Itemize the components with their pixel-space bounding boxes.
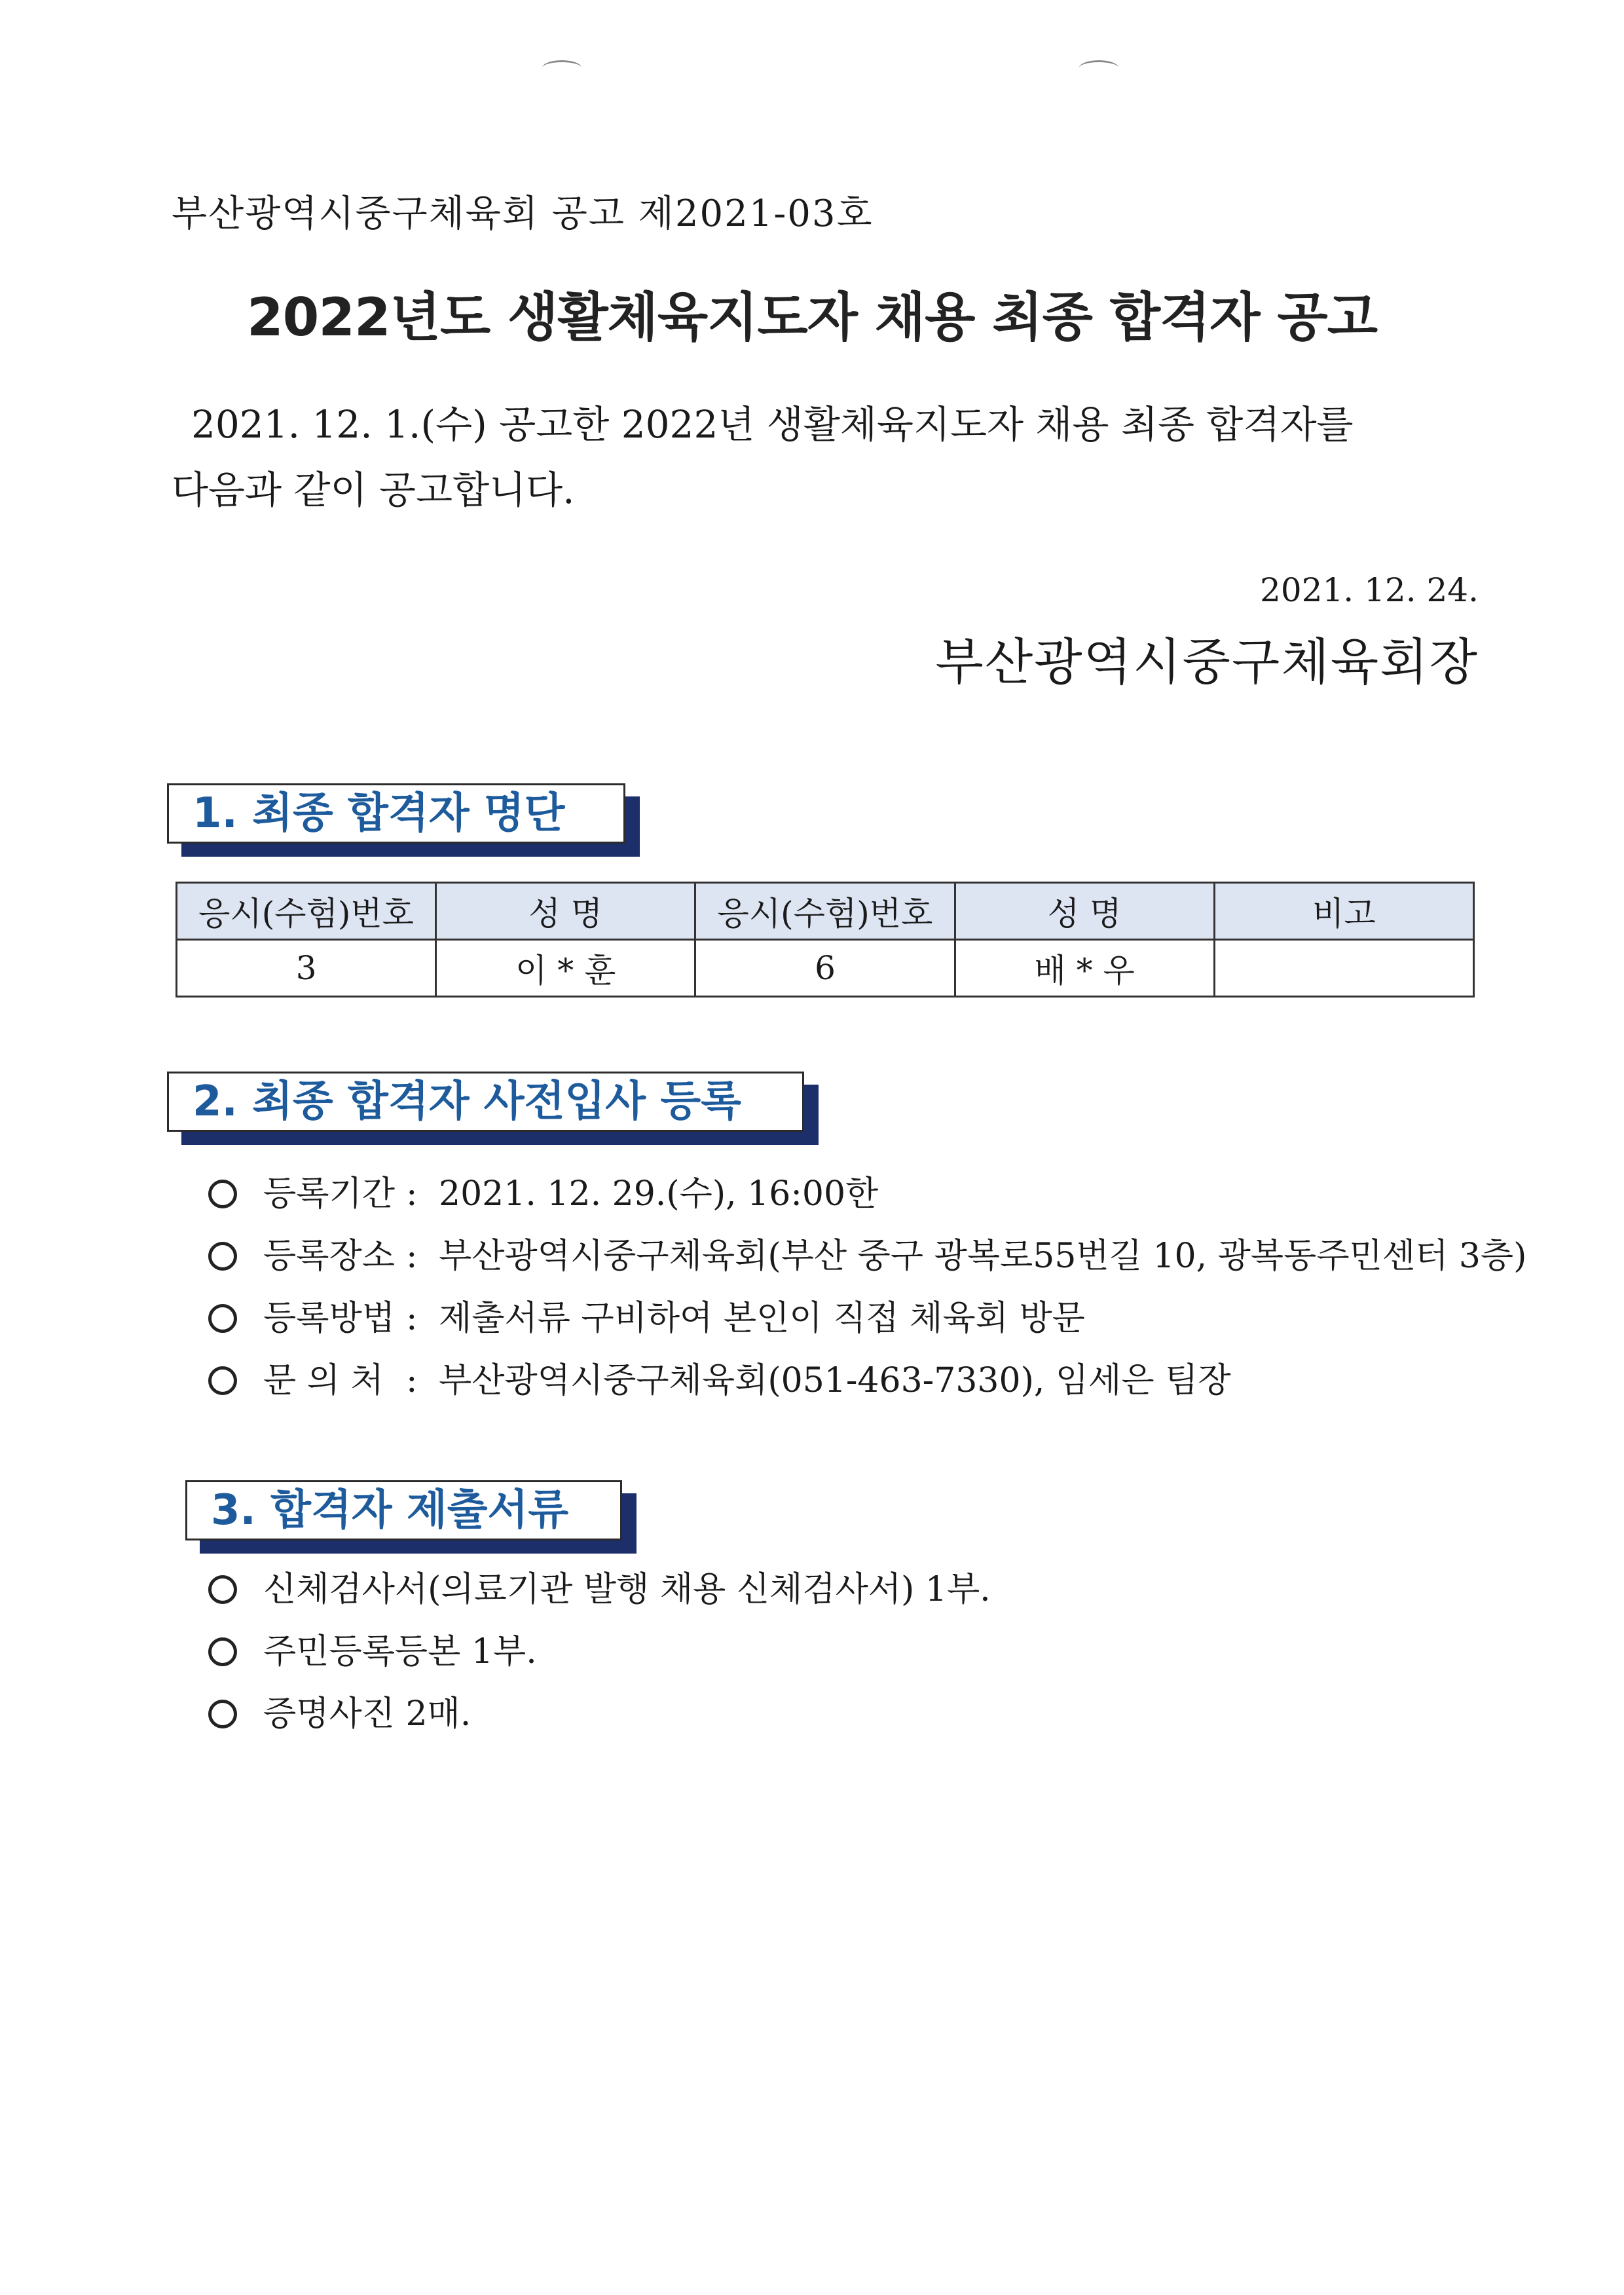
intro-line-1: 2021. 12. 1.(수) 공고한 2022년 생활체육지도자 채용 최종 합격자를 bbox=[191, 402, 1354, 447]
list-item: 등록장소 : 부산광역시중구체육회(부산 중구 광복로55번길 10, 광복동주민센터 3층) bbox=[208, 1225, 1492, 1288]
table-cell: 이 * 훈 bbox=[436, 940, 695, 997]
notice-number: 부산광역시중구체육회 공고 제2021-03호 bbox=[172, 193, 874, 235]
column-header: 성 명 bbox=[436, 883, 695, 940]
column-header: 응시(수험)번호 bbox=[177, 883, 436, 940]
table-header-row bbox=[177, 883, 1474, 940]
item-label: 등록기간 bbox=[263, 1174, 395, 1214]
table-cell bbox=[1214, 940, 1473, 997]
item-label: 등록방법 bbox=[263, 1299, 395, 1338]
table-row bbox=[177, 940, 1474, 997]
documents-list bbox=[208, 1559, 1492, 1745]
circle-bullet-icon bbox=[208, 1637, 237, 1666]
registration-list bbox=[208, 1163, 1527, 1412]
circle-bullet-icon bbox=[208, 1304, 237, 1333]
issuer-name: 부산광역시중구체육회장 bbox=[935, 633, 1479, 691]
list-item: 등록기간 : 2021. 12. 29.(수), 16:00한 bbox=[208, 1163, 1492, 1225]
item-value: 제출서류 구비하여 본인이 직접 체육회 방문 bbox=[439, 1299, 1085, 1338]
circle-bullet-icon bbox=[208, 1242, 237, 1271]
circle-bullet-icon bbox=[208, 1180, 237, 1208]
list-item bbox=[208, 1683, 1492, 1745]
list-item bbox=[208, 1621, 1492, 1683]
item-text: 신체검사서(의료기관 발행 채용 신체검사서) 1부. bbox=[263, 1570, 991, 1609]
table-cell: 6 bbox=[695, 940, 955, 997]
list-item bbox=[208, 1559, 1492, 1621]
item-label: 문 의 처 bbox=[263, 1361, 384, 1400]
item-text: 주민등록등본 1부. bbox=[263, 1632, 537, 1671]
list-item: 등록방법 : 제출서류 구비하여 본인이 직접 체육회 방문 bbox=[208, 1288, 1492, 1350]
section-3-heading: 3. 합격자 제출서류 bbox=[185, 1480, 622, 1540]
item-value: 2021. 12. 29.(수), 16:00한 bbox=[439, 1174, 879, 1214]
notice-date: 2021. 12. 24. bbox=[1260, 571, 1479, 609]
circle-bullet-icon bbox=[208, 1575, 237, 1604]
column-header: 성 명 bbox=[955, 883, 1214, 940]
page-title: 2022년도 생활체육지도자 채용 최종 합격자 공고 bbox=[247, 287, 1377, 348]
item-value: 부산광역시중구체육회(부산 중구 광복로55번길 10, 광복동주민센터 3층) bbox=[439, 1237, 1527, 1276]
column-header: 응시(수험)번호 bbox=[695, 883, 955, 940]
item-label: 등록장소 bbox=[263, 1237, 395, 1276]
scan-mark bbox=[542, 60, 581, 75]
item-text: 증명사진 2매. bbox=[263, 1694, 471, 1734]
column-header: 비고 bbox=[1214, 883, 1473, 940]
intro-paragraph bbox=[172, 392, 1475, 523]
circle-bullet-icon bbox=[208, 1366, 237, 1395]
results-table bbox=[175, 882, 1475, 998]
section-1-heading: 1. 최종 합격자 명단 bbox=[167, 783, 625, 844]
circle-bullet-icon bbox=[208, 1700, 237, 1728]
scan-mark bbox=[1079, 60, 1118, 75]
table-cell: 3 bbox=[177, 940, 436, 997]
list-item: 문 의 처 : 부산광역시중구체육회(051-463-7330), 임세은 팀장 bbox=[208, 1350, 1492, 1412]
table-cell: 배 * 우 bbox=[955, 940, 1214, 997]
intro-line-2: 다음과 같이 공고합니다. bbox=[172, 468, 575, 512]
item-value: 부산광역시중구체육회(051-463-7330), 임세은 팀장 bbox=[439, 1361, 1231, 1400]
section-2-heading: 2. 최종 합격자 사전입사 등록 bbox=[167, 1072, 804, 1132]
